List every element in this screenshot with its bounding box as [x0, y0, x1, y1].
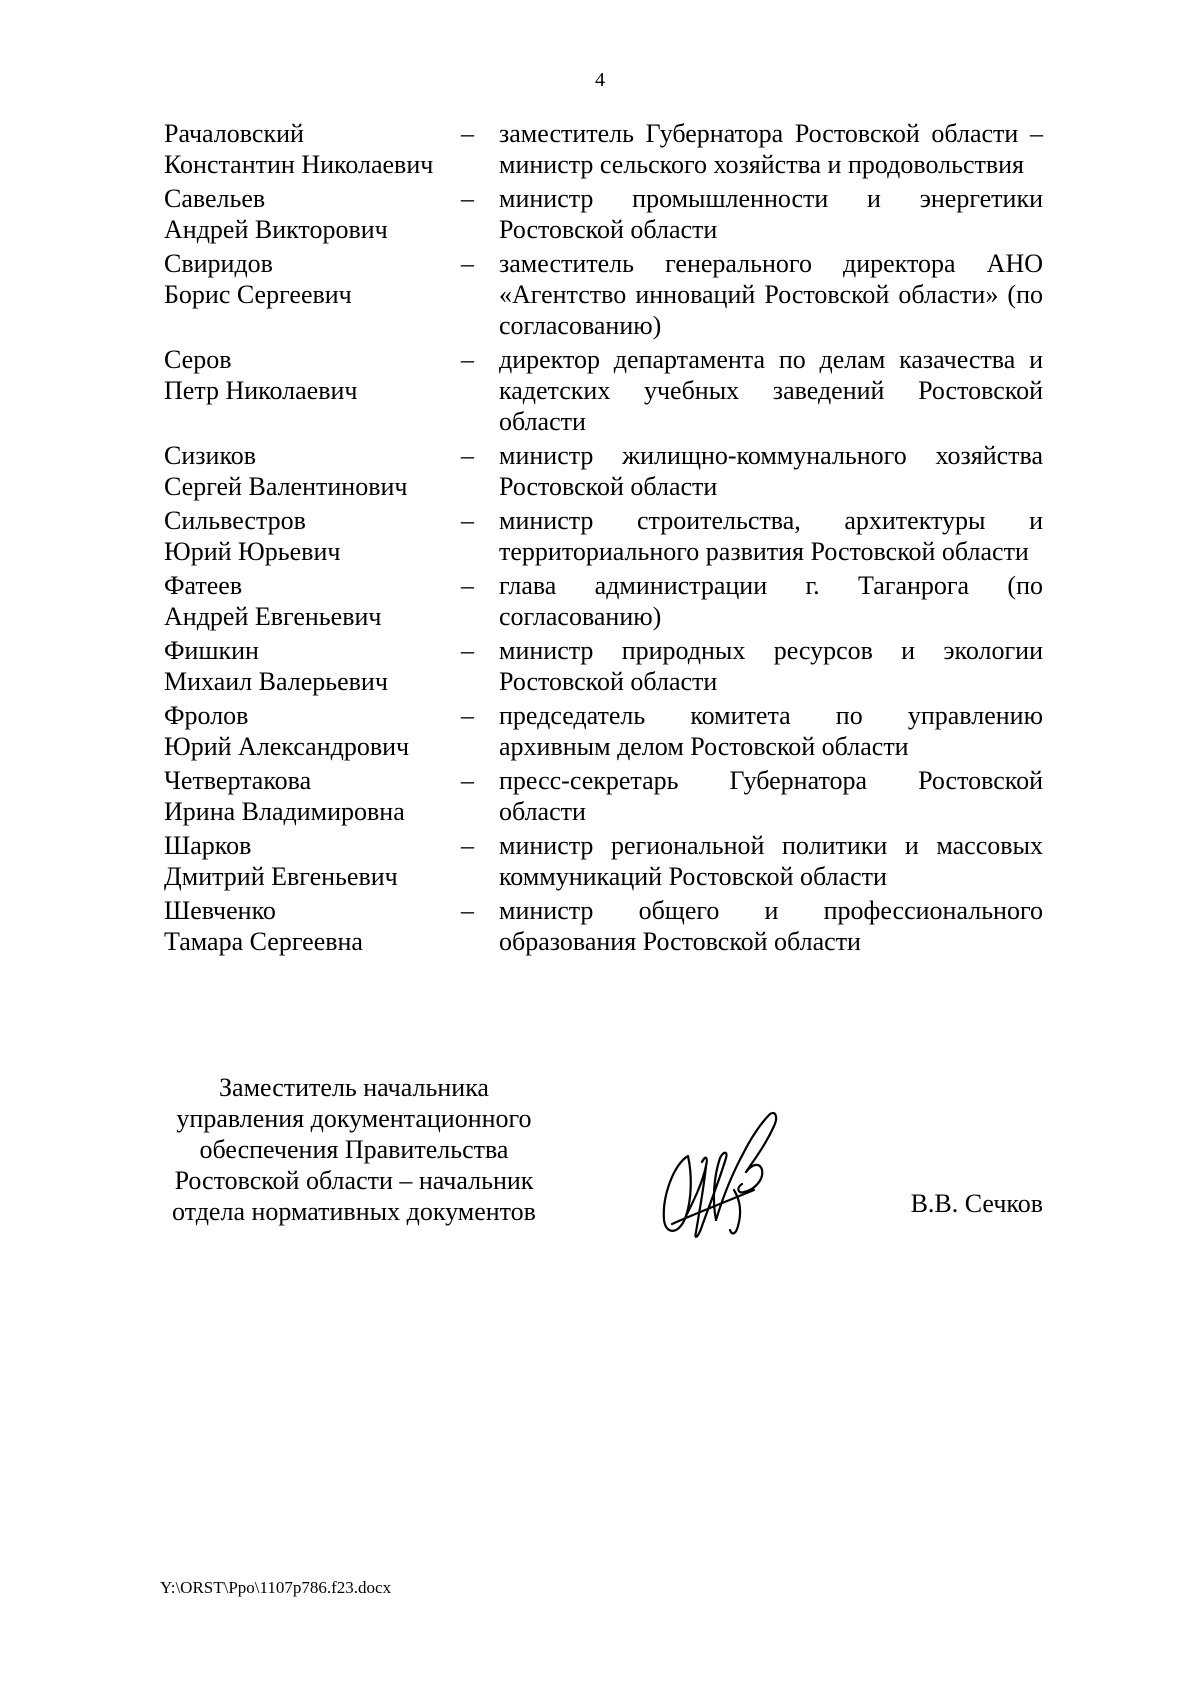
member-surname: Четвертакова	[164, 766, 312, 795]
member-surname: Рачаловский	[164, 119, 304, 148]
member-surname: Шарков	[164, 831, 252, 860]
signatory-name: В.В. Сечков	[910, 1189, 1043, 1218]
roster-entry	[164, 635, 1043, 697]
member-position: министр промышленности и энергетики Ростовской области	[499, 184, 1043, 244]
entry-dash: –	[461, 571, 474, 600]
entry-dash: –	[461, 119, 474, 148]
signatory-title-line: отдела нормативных документов	[172, 1197, 536, 1226]
member-position: министр строительства, архитектуры и территориального развития Ростовской области	[499, 506, 1043, 566]
member-name	[164, 505, 461, 567]
member-surname: Фролов	[164, 701, 249, 730]
signatory-title-line: Заместитель начальника	[219, 1073, 489, 1102]
member-name	[164, 830, 461, 892]
member-surname: Савельев	[164, 184, 266, 213]
member-given-names: Ирина Владимировна	[164, 797, 405, 826]
member-name	[164, 183, 461, 245]
signatory-title-line: обеспечения Правительства	[199, 1135, 509, 1164]
member-name	[164, 344, 461, 406]
entry-dash: –	[461, 831, 474, 860]
member-given-names: Дмитрий Евгеньевич	[164, 862, 398, 891]
member-position: заместитель генерального директора АНО «Агентство инноваций Ростовской области» (по согласованию)	[499, 249, 1043, 340]
member-position: пресс-секретарь Губернатора Ростовской области	[499, 766, 1043, 826]
member-surname: Фишкин	[164, 636, 259, 665]
member-name	[164, 635, 461, 697]
member-name	[164, 895, 461, 957]
member-surname: Свиридов	[164, 249, 273, 278]
file-path-footer: Y:\ORST\Ppo\1107p786.f23.docx	[160, 1578, 392, 1597]
member-given-names: Борис Сергеевич	[164, 280, 352, 309]
entry-dash: –	[461, 184, 474, 213]
roster-entry	[164, 830, 1043, 892]
roster-entry	[164, 344, 1043, 437]
roster-entry	[164, 505, 1043, 567]
handwritten-signature	[650, 1104, 800, 1254]
member-given-names: Юрий Александрович	[164, 732, 410, 761]
member-given-names: Сергей Валентинович	[164, 472, 408, 501]
member-given-names: Петр Николаевич	[164, 376, 358, 405]
member-position: министр природных ресурсов и экологии Ростовской области	[499, 636, 1043, 696]
roster-entry	[164, 183, 1043, 245]
member-given-names: Тамара Сергеевна	[164, 927, 363, 956]
member-given-names: Андрей Викторович	[164, 215, 388, 244]
member-surname: Серов	[164, 345, 232, 374]
member-name	[164, 248, 461, 310]
roster-entry	[164, 700, 1043, 762]
member-surname: Сизиков	[164, 441, 257, 470]
member-given-names: Константин Николаевич	[164, 150, 434, 179]
member-position: заместитель Губернатора Ростовской области – министр сельского хозяйства и продовольствия	[499, 119, 1043, 179]
member-name	[164, 440, 461, 502]
member-name	[164, 118, 461, 180]
signatory-title	[160, 1072, 548, 1227]
member-position: министр региональной политики и массовых коммуникаций Ростовской области	[499, 831, 1043, 891]
member-position: глава администрации г. Таганрога (по согласованию)	[499, 571, 1043, 631]
entry-dash: –	[461, 249, 474, 278]
member-surname: Фатеев	[164, 571, 243, 600]
member-surname: Сильвестров	[164, 506, 306, 535]
roster-entry	[164, 440, 1043, 502]
member-roster	[164, 118, 1043, 960]
page-number: 4	[595, 69, 605, 91]
signatory-title-line: Ростовской области – начальник	[174, 1166, 534, 1195]
roster-entry	[164, 570, 1043, 632]
member-position: директор департамента по делам казачества и кадетских учебных заведений Ростовской области	[499, 345, 1043, 436]
entry-dash: –	[461, 441, 474, 470]
roster-entry	[164, 765, 1043, 827]
member-given-names: Михаил Валерьевич	[164, 667, 388, 696]
signatory-title-line: управления документационного	[176, 1104, 532, 1133]
entry-dash: –	[461, 636, 474, 665]
roster-entry	[164, 895, 1043, 957]
roster-entry	[164, 248, 1043, 341]
member-given-names: Юрий Юрьевич	[164, 537, 341, 566]
entry-dash: –	[461, 345, 474, 374]
entry-dash: –	[461, 896, 474, 925]
entry-dash: –	[461, 506, 474, 535]
member-position: министр общего и профессионального образования Ростовской области	[499, 896, 1043, 956]
member-given-names: Андрей Евгеньевич	[164, 602, 382, 631]
entry-dash: –	[461, 701, 474, 730]
member-name	[164, 700, 461, 762]
member-surname: Шевченко	[164, 896, 276, 925]
roster-entry	[164, 118, 1043, 180]
member-position: председатель комитета по управлению архивным делом Ростовской области	[499, 701, 1043, 761]
member-position: министр жилищно-коммунального хозяйства Ростовской области	[499, 441, 1043, 501]
entry-dash: –	[461, 766, 474, 795]
member-name	[164, 765, 461, 827]
member-name	[164, 570, 461, 632]
